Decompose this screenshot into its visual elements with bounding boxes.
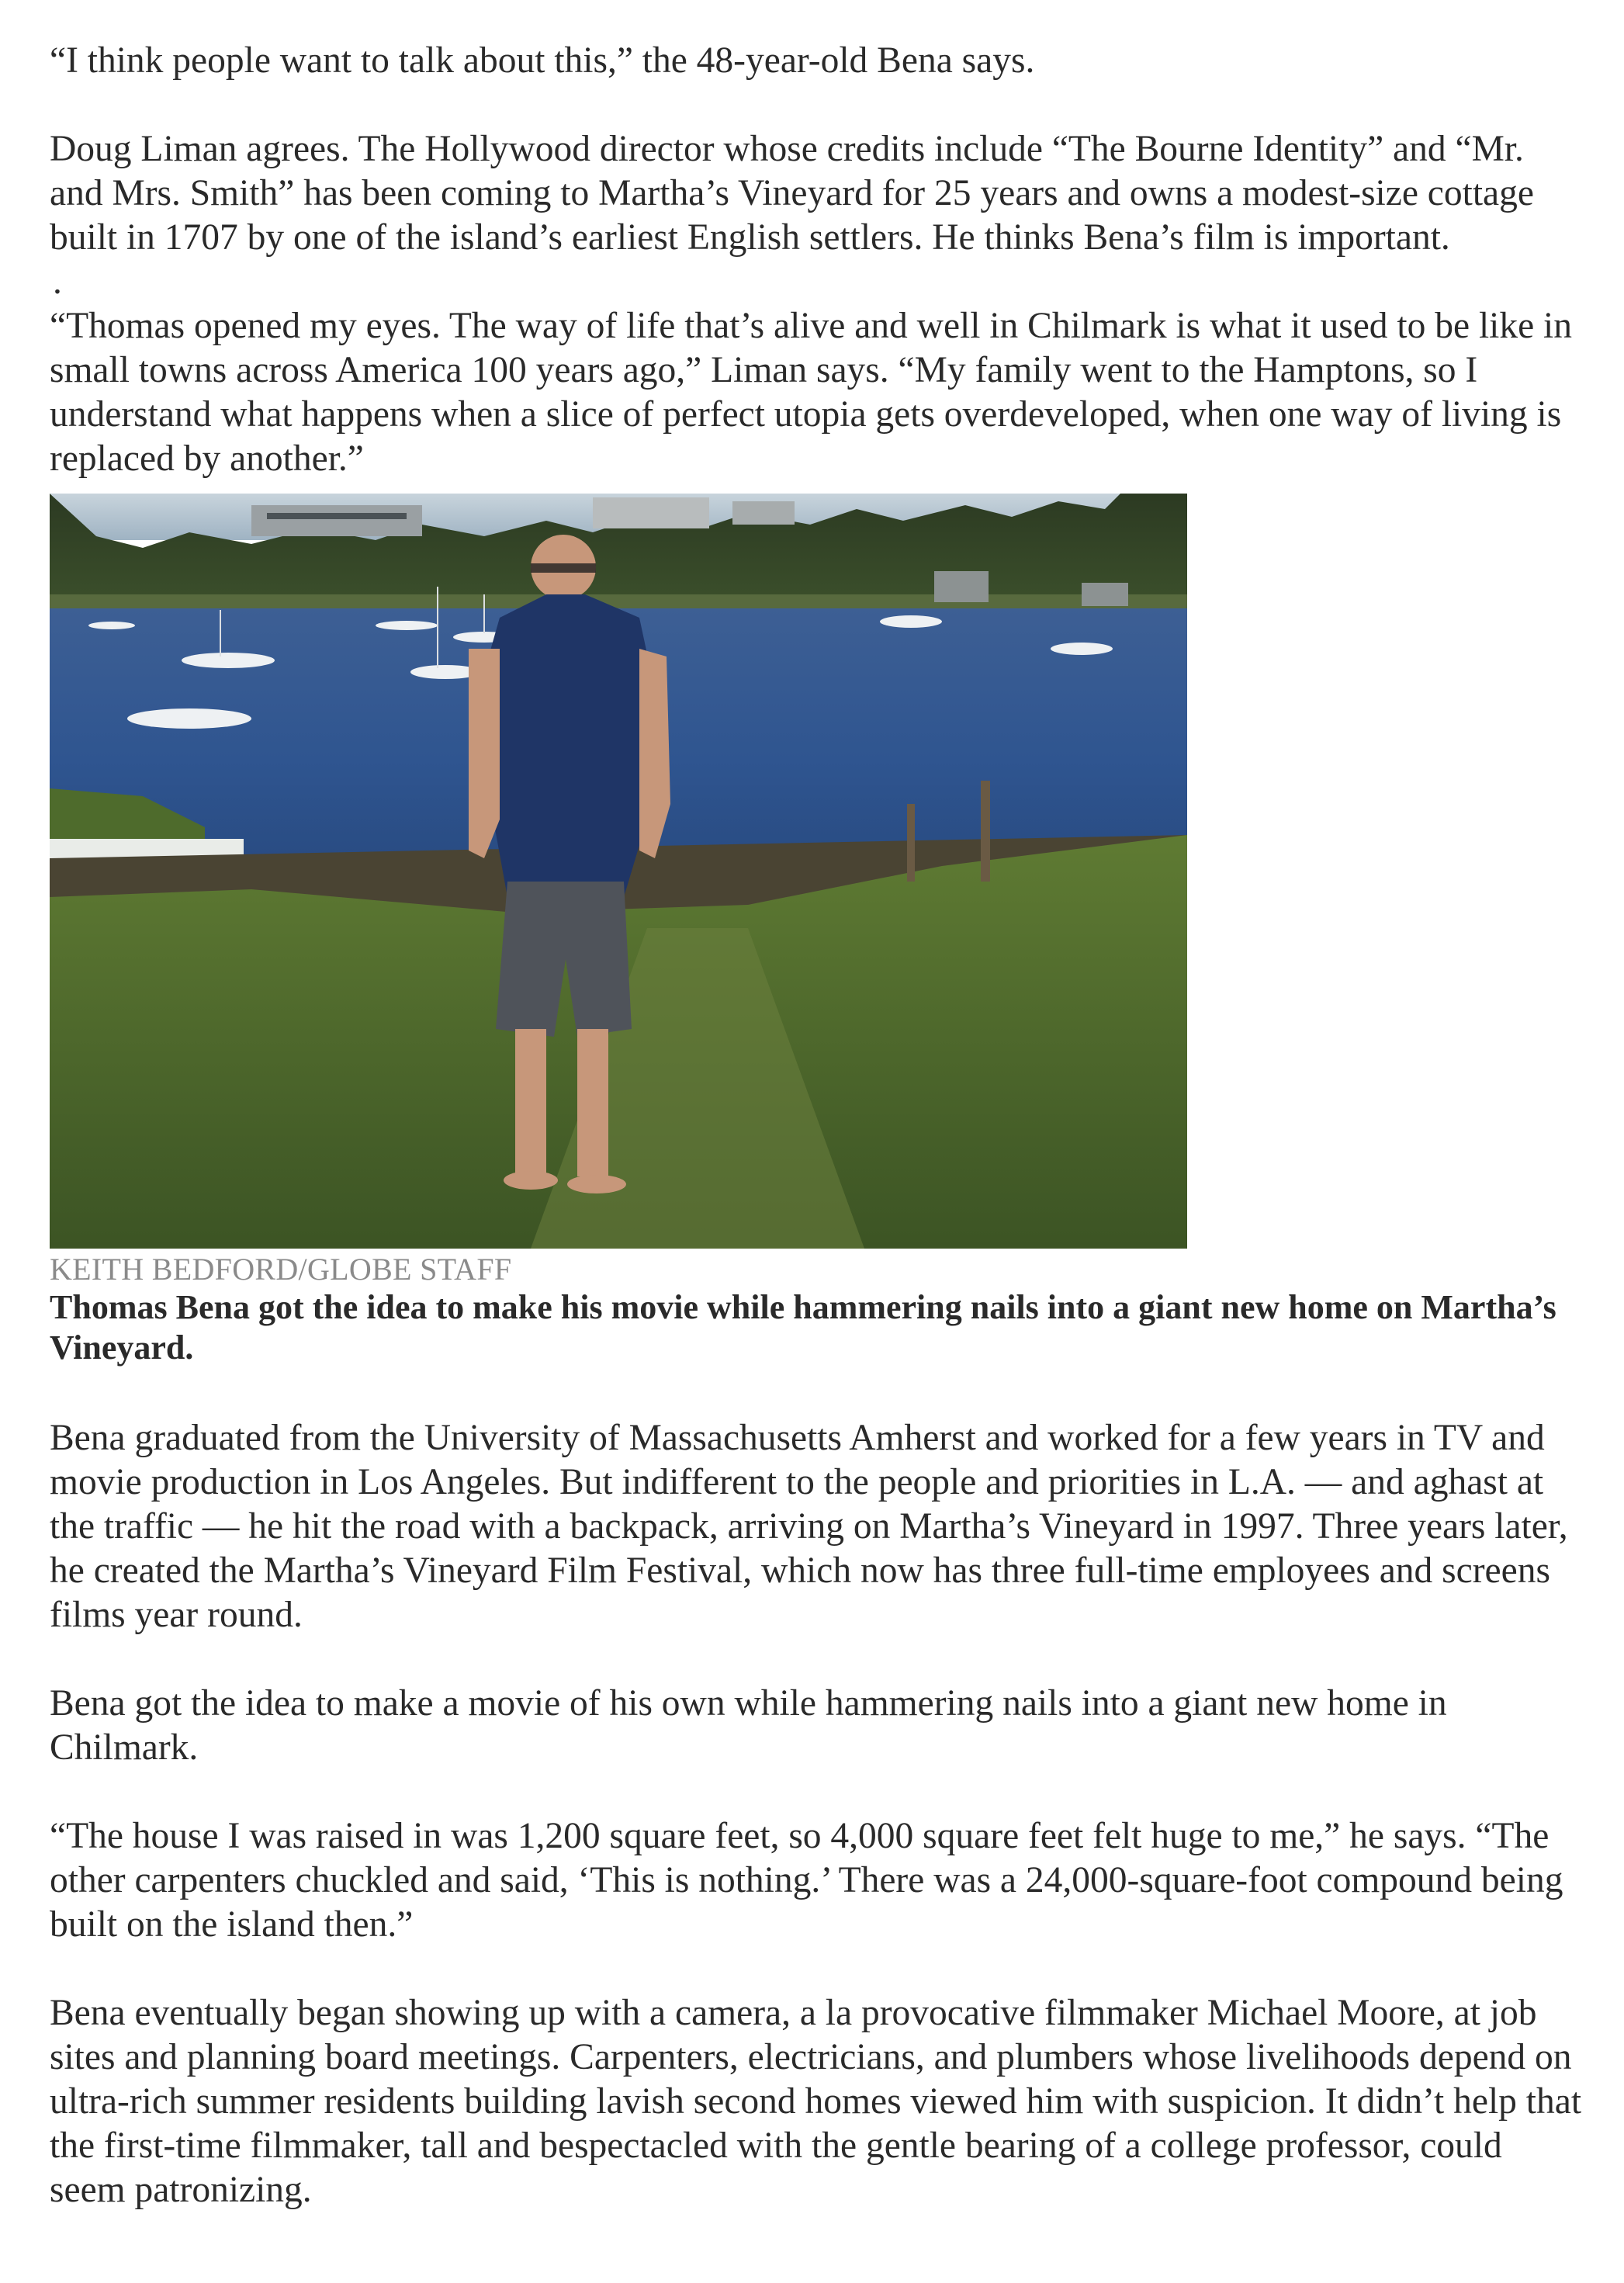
article-paragraph: Bena eventually began showing up with a camera, a la provocative filmmaker Michael Moore, at job sites and planning board meetings. Carpenters, electricians, and plumbers whose livelihoods depend on ultra-rich summer residents building lavish second homes viewed him with suspicion. It didn’t help that the first-time filmmaker, tall and bespectacled with the gentle bearing of a college professor, could seem patronizing.	[50, 1993, 1582, 2210]
article-figure	[50, 494, 1586, 1368]
article-photo	[50, 494, 1187, 1249]
article-paragraph: Doug Liman agrees. The Hollywood director whose credits include “The Bourne Identity” and “Mr. and Mrs. Smith” has been coming to Martha’s Vineyard for 25 years and owns a modest-size cottage built in 1707 by one of the island’s earliest English settlers. He thinks Bena’s film is important.	[50, 129, 1534, 258]
article-paragraph: Bena got the idea to make a movie of his own while hammering nails into a giant new home in Chilmark.	[50, 1683, 1447, 1768]
photo-caption: Thomas Bena got the idea to make his movie while hammering nails into a giant new home on Martha’s Vineyard.	[50, 1288, 1556, 1367]
photo-credit: KEITH BEDFORD/GLOBE STAFF	[50, 1252, 512, 1287]
article-body	[50, 39, 1586, 2257]
article-paragraph: Bena graduated from the University of Massachusetts Amherst and worked for a few years in TV and movie production in Los Angeles. But indifferent to the people and priorities in L.A. — and aghast at the traffic — he hit the road with a backpack, arriving on Martha’s Vineyard in 1997. Three years later, he created the Martha’s Vineyard Film Festival, which now has three full-time employees and screens films year round.	[50, 1418, 1568, 1635]
paragraph-separator: .	[53, 262, 62, 302]
article-paragraph: “I think people want to talk about this,” the 48-year-old Bena says.	[50, 40, 1035, 81]
quote-paragraph: “Thomas opened my eyes. The way of life that’s alive and well in Chilmark is what it used to be like in small towns across America 100 years ago,” Liman says. “My family went to the Hamptons, so I understand what happens when a slice of perfect utopia gets overdeveloped, when one way of living is replaced by another.”	[50, 306, 1572, 479]
article-paragraph: “The house I was raised in was 1,200 square feet, so 4,000 square feet felt huge to me,” he says. “The other carpenters chuckled and said, ‘This is nothing.’ There was a 24,000-square-foot compound being built on the island then.”	[50, 1816, 1563, 1945]
